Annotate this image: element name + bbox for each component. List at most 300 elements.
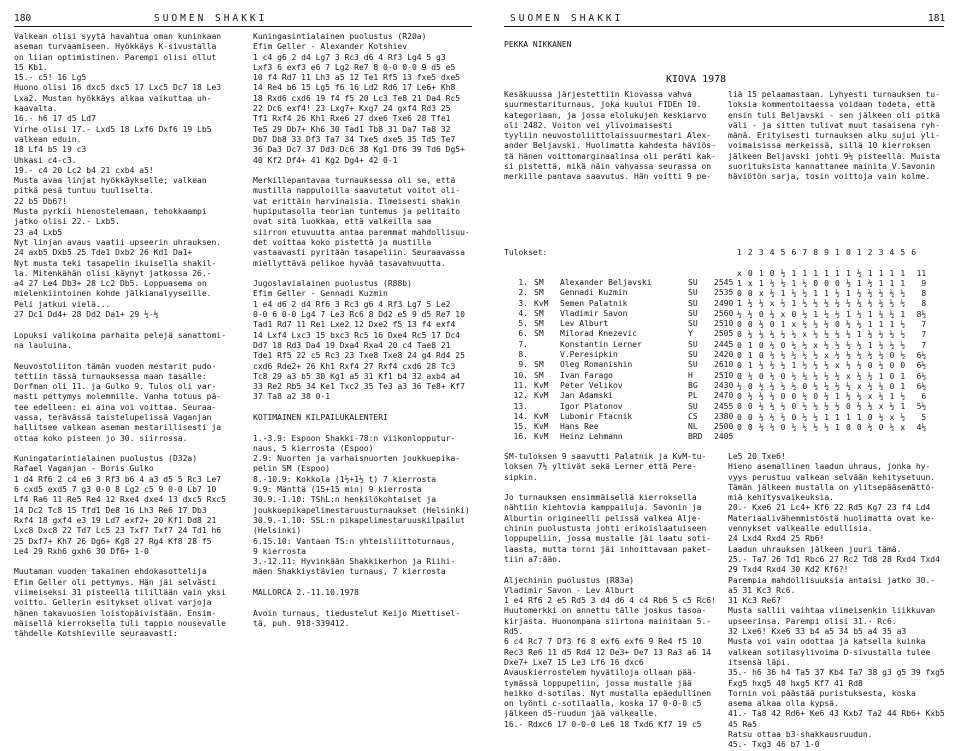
text-line: Dorfman oli 11. ja Gulko 9. Tulos oli var- [14,382,217,392]
text-line: häviötön sarja, tosin voittoja vain kolme. [728,172,931,182]
standings-elo: 2500 [714,422,734,432]
standings-row [504,288,742,298]
text-line: miellyttävä pelikoe hyvää tasavahvuutta. [253,258,446,268]
standings-no: 8. [518,350,528,360]
standings-elo: 2430 [714,380,734,390]
crosstable-cell: ½ [835,330,840,340]
crosstable-cell: ½ [780,299,786,309]
crosstable-cell: 1 [813,309,819,319]
left-column-1 [14,32,241,640]
crosstable-cell: ½ [835,309,840,319]
text-line: 45 Ra5 [728,719,757,729]
text-line: tymässä loppupeliin, jossa mustalle jää [504,678,692,688]
text-line: (Helsinki) [253,526,302,536]
standings-no: 14. [513,411,528,421]
text-line: 8.-10.9: Kokkola (1½+1½ t) 7 kierrosta [253,474,437,484]
crosstable-score: 5 [921,412,927,422]
text-line: 32 Lxe6! Kxe6 33 b4 a5 34 b5 a4 35 a3 [728,627,907,637]
crosstable-cell: 0 [758,309,764,319]
text-line: 9.9: Mänttä (15+15 min) 9 kierrosta [253,485,422,495]
text-line: tä, puh. 918-339412. [253,618,350,628]
crosstable-cell: ½ [813,350,819,360]
crosstable-cell: 0 [878,423,884,433]
crosstable-cell: ½ [856,402,862,412]
text-line: Hieno asemallinen laadun uhraus, jonka hy- [728,462,931,472]
standings-name: Hans Ree [560,422,599,432]
standings-row [504,412,742,422]
crosstable-cell: 1 [845,412,851,422]
crosstable-row [734,372,926,382]
crosstable-cell: ½ [791,340,797,350]
standings-no: 2. [518,288,528,298]
crosstable-cell: 0 [835,278,840,288]
text-line [253,423,475,433]
text-line: ander Beljavski. Huolimatta kahdesta häviös- [504,141,716,151]
text-line: Dd7 18 Rd3 Da4 19 Dxa4 Rxa4 20 c4 Tae8 21 [253,340,451,350]
text-line: ottaa koko pisteen jo 30. siirrossa. [14,433,188,443]
standings-no: 3. [518,298,528,308]
crosstable-score: 9 [921,278,927,288]
text-line [14,351,241,361]
crosstable-cell: ½ [856,371,862,381]
text-line: 24 axb5 Dxb5 25 Tde1 Dxb2 26 Kd1 Da1+ [14,248,193,258]
text-line: Le5 20 Txe6! [728,452,786,461]
crosstable-header-cell: 9 [824,248,829,257]
text-line: 0-0 6 0-0 Lg4 7 Le3 Rc6 8 Dd2 e5 9 d5 Re7 10 [253,310,465,320]
standings-row [504,432,742,442]
text-line: 27 Dc1 Dd4+ 28 Dd2 Da1+ 29 ½-½ [14,310,159,320]
crosstable-cell: ½ [835,402,840,412]
text-line: tä hänen voittomarginaalinsa oli peräti kak- [504,151,716,161]
crosstable-score: 8½ [916,309,927,319]
crosstable-cell: 0 [758,340,764,350]
crosstable-cell: 0 [747,320,753,330]
crosstable-score: 6½ [916,371,927,381]
text-line: siirron etuvuutta antaa paremmat mahdollisuu- [253,227,470,237]
crosstable-header-cell: 2 [867,248,873,257]
text-line: 24 Lxd4 Rxd4 25 Rb6! [728,534,825,544]
crosstable-cell: 0 [835,320,840,330]
standings-fed: SU [688,278,698,287]
text-line: 3.-12.11: Hyvinkään Shakkikerhon ja Riihi- [253,557,456,567]
results-heading: Tulokset: [504,248,548,257]
crosstable-cell: 0 [737,350,742,360]
standings-elo: 2445 [714,339,734,349]
standings-name: Lev Alburt [560,319,609,329]
standings-no: 5. [518,319,528,329]
crosstable-cell: ½ [900,289,906,299]
standings-row [504,350,742,360]
crosstable-cell: 0 [845,402,851,412]
text-line: Tornin voi päästää puristuksesta, koska [728,688,916,698]
text-line: 10 f4 Rd7 11 Lh3 a5 12 Te1 Rf5 13 fxe5 dxe5 [253,73,461,83]
crosstable [734,248,926,433]
text-line: Kuningasintialainen puolustus (R20a) [253,32,427,41]
crosstable-cell: ½ [802,402,808,412]
standings-fed: BRD [688,432,703,442]
standings-title: SM [534,308,544,318]
crosstable-cell: 0 [802,381,808,391]
crosstable-header-cell: 6 [911,248,917,257]
text-line: vyys perustuu valkean selvään kehitysetuun. [728,472,936,482]
crosstable-cell: x [758,289,764,299]
text-line: itsensä läpi. [728,657,791,667]
crosstable-cell: 1 [791,299,797,309]
crosstable-cell: 1 [889,268,895,278]
crosstable-cell: ½ [900,299,906,309]
crosstable-cell: ½ [900,392,906,402]
text-line [14,320,241,330]
text-line: liä 15 pelaamastaan. Lyhyesti turnauksen tu- [728,90,940,99]
text-line: 6 cxd5 exd5 7 g3 0-0 8 Lg2 c5 9 0-0 Lb7 10 [14,485,217,495]
crosstable-cell: ½ [889,299,895,309]
crosstable-header-cell: 7 [802,248,808,257]
standings-fed: SU [688,360,698,370]
crosstable-row [734,320,926,330]
crosstable-cell: ½ [758,299,764,309]
crosstable-cell: ½ [802,392,808,402]
crosstable-cell: ½ [769,371,775,381]
crosstable-cell: 1 [791,268,797,278]
standings-fed: PL [688,391,698,401]
standings-row [504,309,742,319]
crosstable-cell: ½ [813,381,819,391]
text-line: SM-tuloksen 9 saavutti Palatnik ja KvM-tu- [504,452,707,461]
standings-fed: NL [688,422,698,432]
crosstable-cell: 1 [845,309,851,319]
crosstable-cell: ½ [824,371,829,381]
crosstable-cell: 0 [867,412,873,422]
crosstable-cell: 0 [867,361,873,371]
standings-no: 13. [513,401,528,411]
crosstable-cell: ½ [856,299,862,309]
text-line: mustilla nappuloilla saavutetut voitot oli- [253,186,461,196]
standings-title [528,402,560,412]
crosstable-score: 6½ [916,361,927,371]
standings-no: 6. [518,329,528,339]
crosstable-cell: ½ [845,340,851,350]
text-line: la. Mitenkähän olisi käynyt jatkossa 26.- [14,268,212,278]
standings-row [504,381,742,391]
right-page [480,0,960,750]
standings-title: KvM [534,432,549,442]
crosstable-cell: ½ [813,320,819,330]
standings-title: KvM [534,391,549,401]
crosstable-cell: 1 [867,320,873,330]
text-line: Tde1 Rf5 22 c5 Rc3 23 Txe8 Txe8 24 g4 Rd4 25 [253,351,465,361]
crosstable-cell: ½ [824,330,829,340]
text-line: 1.-3.9: Espoon Shakki-78:n viikonlopputur- [253,433,456,443]
crosstable-cell: x [856,381,862,391]
crosstable-cell: ½ [791,423,797,433]
crosstable-cell: ½ [769,309,775,319]
text-line: Avoin turnaus, tiedustelut Keijo Miettisel- [253,608,461,618]
crosstable-cell: 0 [845,423,851,433]
text-line [253,269,475,279]
crosstable-cell: ½ [802,371,808,381]
text-line: Efim Geller oli pettymys. Hän jäi selvästi [14,577,217,587]
crosstable-cell: 1 [900,268,906,278]
text-line [14,444,241,454]
standings-fed: SU [688,350,698,360]
crosstable-cell: ½ [878,412,884,422]
crosstable-cell: ½ [747,392,753,402]
crosstable-row [734,413,926,423]
crosstable-score: 6½ [916,381,927,391]
crosstable-cell: ½ [867,371,873,381]
crosstable-cell: 0 [791,309,797,319]
crosstable-row [734,289,926,299]
crosstable-row [734,423,926,433]
text-line: vastaavasti pyritään tasapeliin. Seuraavassa [253,248,465,258]
text-line: Merkillepantavaa turnauksessa oli se, että [253,176,456,186]
crosstable-cell: x [780,309,786,319]
crosstable-cell: ½ [878,350,884,360]
crosstable-cell: 0 [747,402,753,412]
crosstable-cell: ½ [758,423,764,433]
crosstable-cell: 0 [737,412,742,422]
crosstable-cell: 1 [791,361,797,371]
crosstable-cell: ½ [867,278,873,288]
text-line: Ratsu ottaa b3-shakkausruudun. [728,730,873,740]
crosstable-cell: 1 [747,340,753,350]
text-line: tyyliin neuvostoliittolaissuurmestari Alex- [504,131,712,141]
crosstable-cell: 1 [900,309,906,319]
left-page [0,0,480,706]
crosstable-cell: ½ [769,423,775,433]
crosstable-cell: ½ [824,402,829,412]
text-line: 22 Dc6 exf4! 23 Lxg7+ Kxg7 24 gxf4 Rd3 25 [253,104,451,114]
crosstable-cell: ½ [769,340,775,350]
text-line: 22 b5 Db6?! [14,196,67,206]
crosstable-cell: 0 [900,361,906,371]
text-line: 9 kierrosta [253,546,306,556]
text-line: aseman turvaamiseen. Hyökkäys K-sivustalla [14,42,217,52]
right-page-header [480,13,960,25]
standings-no: 7. [518,339,528,349]
text-line: 16.- h6 17 d5 Ld7 [14,114,96,124]
text-line: 15.- c5! 16 Lg5 [14,73,87,83]
crosstable-cell: ½ [780,330,786,340]
text-line: Musta pyrkii hienostelemaan, tehokkaampi [14,207,207,217]
text-line: 45.- Txg3 46 b7 1-0 [728,740,820,750]
text-line: Laadun uhrauksen jälkeen juuri tämä. [728,544,902,554]
crosstable-cell: 0 [889,361,895,371]
crosstable-cell: ½ [889,423,895,433]
standings-fed: SU [688,339,698,349]
standings-elo: 2545 [714,278,734,287]
crosstable-cell: ½ [835,381,840,391]
crosstable-cell: ½ [845,381,851,391]
text-line: Le4 29 Rxh6 gxh6 30 Df6+ 1-0 [14,546,149,556]
crosstable-cell: ½ [900,320,906,330]
crosstable-cell: 1 [747,350,753,360]
crosstable-cell: ½ [824,361,829,371]
crosstable-header-cell: 3 [758,248,764,257]
standings-title: KvM [534,298,549,308]
text-line: 1 e4 Rf6 2 e5 Rd5 3 d4 d6 4 c4 Rb6 5 c5 Rc6! [504,596,716,606]
text-line: 40 Kf2 Df4+ 41 Kg2 Dg4+ 42 0-1 [253,155,398,165]
crosstable-cell: ½ [824,423,829,433]
text-line: mäisellä kierroksella tuli tappio nousevalle [14,618,226,628]
crosstable-cell: 1 [780,320,786,330]
crosstable-cell: ½ [758,361,764,371]
text-line: Kuningatarintialainen puolustus (D32a) [14,454,198,464]
crosstable-cell: ½ [900,330,906,340]
text-line: 19.- c4 20 Lc2 b4 21 cxb4 a5! [14,165,154,175]
text-line: Efim Geller - Alexander Kotshiev [253,42,408,52]
crosstable-cell: ½ [769,381,775,391]
crosstable-cell: ½ [845,278,851,288]
crosstable-cell: ½ [802,423,808,433]
standings-fed: SU [688,298,698,308]
crosstable-cell: ½ [813,412,819,422]
crosstable-cell: ½ [856,309,862,319]
crosstable-cell: 0 [747,423,753,433]
text-line: 25.- Ta7 26 Td1 Rbc6 27 Rc2 Td8 28 Rxd4 Txd4 [728,554,940,564]
crosstable-cell: 0 [737,371,742,381]
text-line: Neuvostoliiton tämän vuoden mestarit pudo- [14,361,217,371]
crosstable-cell: ½ [835,299,840,309]
text-line: 30.9.-1.10: SSL:n pikapelimestaruuskilpailut [253,515,465,525]
text-line: on liian optimistinen. Parempi olisi ollut [14,52,217,62]
crosstable-cell: ½ [835,350,840,360]
crosstable-cell: ½ [780,402,786,412]
text-line: pitkä pesä tuntuu tuuliselta. [14,186,154,196]
text-line: kaavalta. [14,104,58,114]
crosstable-header-cell: 5 [900,248,906,257]
crosstable-cell: 0 [780,392,786,402]
crosstable-cell: ½ [747,309,753,319]
text-line: si pistettä, mikä näin vahvassa seurassa on [504,162,712,172]
crosstable-score: 8 [921,299,927,309]
text-line [504,565,715,575]
standings-name: Heinz Lehmann [560,432,623,442]
standings-name: Gennadi Kuzmin [560,288,628,298]
standings-fed: SU [688,288,698,298]
text-line: KOTIMAINEN KILPAILUKALENTERI [253,412,388,422]
crosstable-cell: 1 [889,392,895,402]
text-line: det voittaa koko pistettä ja mustilla [253,237,432,247]
crosstable-score: 11 [916,268,927,278]
text-line: miä kehitysvaikeuksia. [728,493,834,503]
crosstable-header-cell: 1 [856,248,862,257]
crosstable-cell: 0 [889,350,895,360]
text-line: 35.- h6 36 h4 Ta5 37 Kb4 Ta7 38 g3 g5 39 fxg5 [728,668,945,678]
standings-row [504,391,742,401]
crosstable-cell: ½ [802,340,808,350]
text-line: 14 Dc2 Tc8 15 Tfd1 De8 16 Lh3 Re6 17 Db3 [14,505,207,515]
text-line: loksia kommentoitaessa voidaan todeta, että [728,100,936,110]
text-line: tee edelleen: ei aina voi voittaa. Seuraa- [14,402,217,412]
standings-elo: 2510 [714,370,734,380]
crosstable-row [734,402,926,412]
text-line: Rec3 Re6 11 d5 Rd4 12 De3+ De7 13 Ra3 a6 14 [504,647,712,657]
standings-name: Vladimir Savon [560,308,628,318]
standings-elo: 2490 [714,298,734,308]
crosstable-cell: ½ [802,289,808,299]
crosstable-cell: 0 [889,381,895,391]
standings-no: 1. [518,278,528,287]
crosstable-cell: 1 [747,361,753,371]
text-line: Rxf4 18 gxf4 e3 19 Ld7 exf2+ 20 Kf1 Dd8 21 [14,515,217,525]
crosstable-cell: ½ [889,289,895,299]
text-line: Alburtin origineelli pelissä valkea Alje- [504,513,702,523]
crosstable-cell: 0 [813,392,819,402]
text-line: 6 c4 Rc7 7 Df3 f6 8 exf6 exf6 9 Re4 f5 10 [504,637,702,647]
crosstable-cell: 0 [758,350,764,360]
left-column-2 [253,32,475,629]
standings-no: 9. [518,360,528,370]
crosstable-cell: ½ [824,340,829,350]
text-line: Dxe7+ Lxe7 15 Le3 Lf6 16 dxc6 [504,657,644,667]
crosstable-cell: ½ [835,340,840,350]
crosstable-cell: 0 [737,361,742,371]
crosstable-cell: ½ [835,371,840,381]
intro-right-column [728,90,942,183]
crosstable-header-cell: 2 [747,248,753,257]
crosstable-header-cell: 0 [845,248,851,257]
crosstable-score: 6 [921,392,927,402]
crosstable-cell: ½ [878,299,884,309]
text-line: Lopuksi valikoima parhaita pelejä sanattomi- [14,330,226,340]
crosstable-cell: 0 [769,320,775,330]
crosstable-score: 7 [921,330,927,340]
standings-fed: SU [688,319,698,329]
crosstable-cell: ½ [780,350,786,360]
crosstable-cell: 1 [824,412,829,422]
crosstable-cell: ½ [769,350,775,360]
crosstable-cell: ½ [878,309,884,319]
crosstable-cell: ½ [769,289,775,299]
text-line: Musta avaa linjat hyökkäykselle; valkean [14,176,207,186]
text-line: 20.- Kxe6 21 Lc4+ Kf6 22 Rd5 Kg7 23 f4 Ld4 [728,503,931,513]
crosstable-cell: 1 [835,268,840,278]
text-line: Nyt musta teki tasapelin ikuisella shakil- [14,258,217,268]
crosstable-cell: x [813,340,819,350]
crosstable-cell: ½ [878,381,884,391]
crosstable-row [734,279,926,289]
crosstable-cell: ½ [878,392,884,402]
standings-title [528,340,560,350]
crosstable-cell: ½ [758,381,764,391]
text-line: 15 Kb1. [14,62,48,72]
right-header-rule [504,26,944,27]
text-line: valkean sotilasylivoima D-sivustalla tulee [728,647,931,657]
text-line: mäen Shakkiystävien turnaus, 7 kierrosta [253,567,446,577]
crosstable-cell: 0 [737,320,742,330]
crosstable-cell: 1 [791,278,797,288]
crosstable-cell: ½ [780,381,786,391]
crosstable-cell: x [835,361,840,371]
standings-name: Alexander Beljavski [560,278,652,287]
text-line: 37 Ta8 a2 38 0-1 [253,392,331,402]
crosstable-cell: ½ [758,412,764,422]
crosstable-cell: 1 [878,268,884,278]
crosstable-cell: 0 [737,289,742,299]
text-line: MALLORCA 2.-11.10.1978 [253,588,359,598]
text-line: loppupeliin, jossa mustalle jäi laatu soti- [504,534,712,544]
standings-elo: 2560 [714,308,734,318]
text-line: hallitsee valkean aseman mestarillisesti ja [14,423,222,433]
text-line: Tämän jälkeen mustalla on ylitsepääsemättö- [728,482,936,492]
crosstable-cell: 1 [889,320,895,330]
text-line: vennykset valkealle edullisia. [728,524,873,534]
text-line: 16.- Rdxc6 17 0-0-0 Le6 18 Txd6 Kf7 19 c5 [504,719,702,729]
standings-elo: 2535 [714,288,734,298]
text-line: Db7 Db8 33 Df3 Ta7 34 Txe5 dxe5 35 Td5 Te7 [253,134,456,144]
crosstable-cell: 1 [824,268,829,278]
